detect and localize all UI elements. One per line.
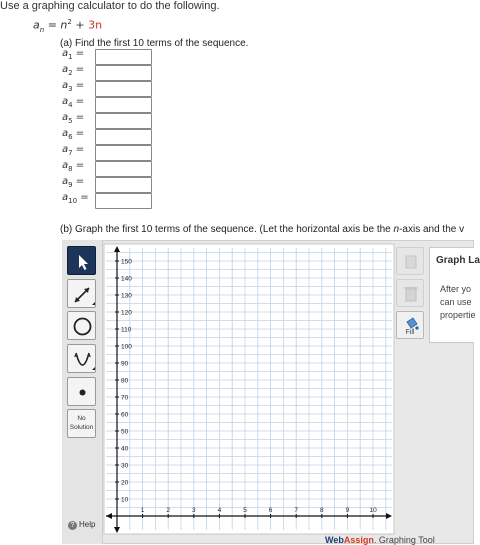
term-label: $a_3$ = <box>62 80 85 93</box>
term-input-a1[interactable] <box>95 49 152 65</box>
help-icon: ? <box>68 521 77 530</box>
line-tool-button[interactable] <box>67 279 96 308</box>
term-label: $a_9$ = <box>62 176 85 189</box>
y-tick-label: 130 <box>121 292 132 300</box>
fill-label: Fill <box>405 329 415 336</box>
term-label: $a_{10}$ = <box>62 192 89 205</box>
term-input-a10[interactable] <box>95 193 152 209</box>
delete-button[interactable] <box>396 279 424 307</box>
y-tick-label: 10 <box>121 496 129 504</box>
y-tick-label: 100 <box>121 343 132 351</box>
x-tick-label: 1 <box>140 507 145 514</box>
y-tick-label: 110 <box>121 326 132 334</box>
instructions: Use a graphing calculator to do the following. <box>0 0 220 12</box>
parabola-tool-button[interactable] <box>67 344 96 373</box>
x-tick-label: 9 <box>345 507 350 514</box>
term-input-a5[interactable] <box>95 113 152 129</box>
term-label: $a_4$ = <box>62 96 85 109</box>
y-tick-label: 70 <box>121 394 129 402</box>
term-label: $a_5$ = <box>62 112 85 125</box>
graph-layers-help-text: After yo can use propertie <box>440 284 476 320</box>
no-solution-label-line2: Solution <box>69 424 94 431</box>
term-input-a3[interactable] <box>95 81 152 97</box>
delete-all-button[interactable] <box>396 247 424 275</box>
term-label: $a_7$ = <box>62 144 85 157</box>
x-tick-label: 6 <box>268 507 273 514</box>
y-tick-label: 90 <box>121 360 129 368</box>
term-input-a9[interactable] <box>95 177 152 193</box>
term-label: $a_8$ = <box>62 160 85 173</box>
part-a-prompt: (a) Find the first 10 terms of the sequence. <box>60 38 249 49</box>
no-solution-button[interactable] <box>67 409 96 438</box>
term-input-a4[interactable] <box>95 97 152 113</box>
help-link[interactable] <box>68 520 95 530</box>
x-tick-label: 2 <box>166 507 171 514</box>
pointer-tool-button[interactable] <box>67 246 96 275</box>
no-solution-label-line1: No <box>77 415 86 422</box>
term-label: $a_6$ = <box>62 128 85 141</box>
help-label: Help <box>79 520 96 529</box>
y-tick-label: 80 <box>121 377 129 385</box>
circle-tool-button[interactable] <box>67 311 96 340</box>
webassign-brand: WebAssign. Graphing Tool <box>325 535 435 545</box>
y-tick-label: 150 <box>121 258 132 266</box>
y-tick-label: 50 <box>121 428 129 436</box>
term-label: $a_1$ = <box>62 48 85 61</box>
term-input-a6[interactable] <box>95 129 152 145</box>
arrow-cursor-icon <box>68 247 97 276</box>
x-tick-label: 5 <box>243 507 247 514</box>
x-tick-label: 7 <box>294 507 299 514</box>
part-b-prompt: (b) Graph the first 10 terms of the sequence. (Let the horizontal axis be the n-axis and the v <box>60 224 465 235</box>
term-input-a2[interactable] <box>95 65 152 81</box>
clear-icon <box>397 248 425 276</box>
x-tick-label: 4 <box>217 507 222 514</box>
y-tick-label: 30 <box>121 462 129 470</box>
y-tick-label: 20 <box>121 479 129 487</box>
x-tick-label: 3 <box>192 507 196 514</box>
line-arrow-icon <box>68 280 97 309</box>
graph-layers-panel <box>429 247 480 343</box>
circle-icon <box>68 312 97 341</box>
x-tick-label: 8 <box>320 507 324 514</box>
y-tick-label: 60 <box>121 411 129 419</box>
graph-layers-title: Graph La <box>436 255 480 266</box>
trash-icon <box>397 280 425 308</box>
point-icon <box>68 378 97 407</box>
term-input-a7[interactable] <box>95 145 152 161</box>
parabola-icon <box>68 345 97 374</box>
y-tick-label: 120 <box>121 309 132 317</box>
term-input-a8[interactable] <box>95 161 152 177</box>
sequence-formula: $a_n = n^2 + 3n$ <box>33 18 103 34</box>
point-tool-button[interactable] <box>67 377 96 406</box>
y-tick-label: 140 <box>121 275 132 283</box>
y-tick-label: 40 <box>121 445 129 453</box>
graph-area[interactable] <box>104 244 394 534</box>
x-tick-label: 10 <box>369 507 377 514</box>
term-label: $a_2$ = <box>62 64 85 77</box>
